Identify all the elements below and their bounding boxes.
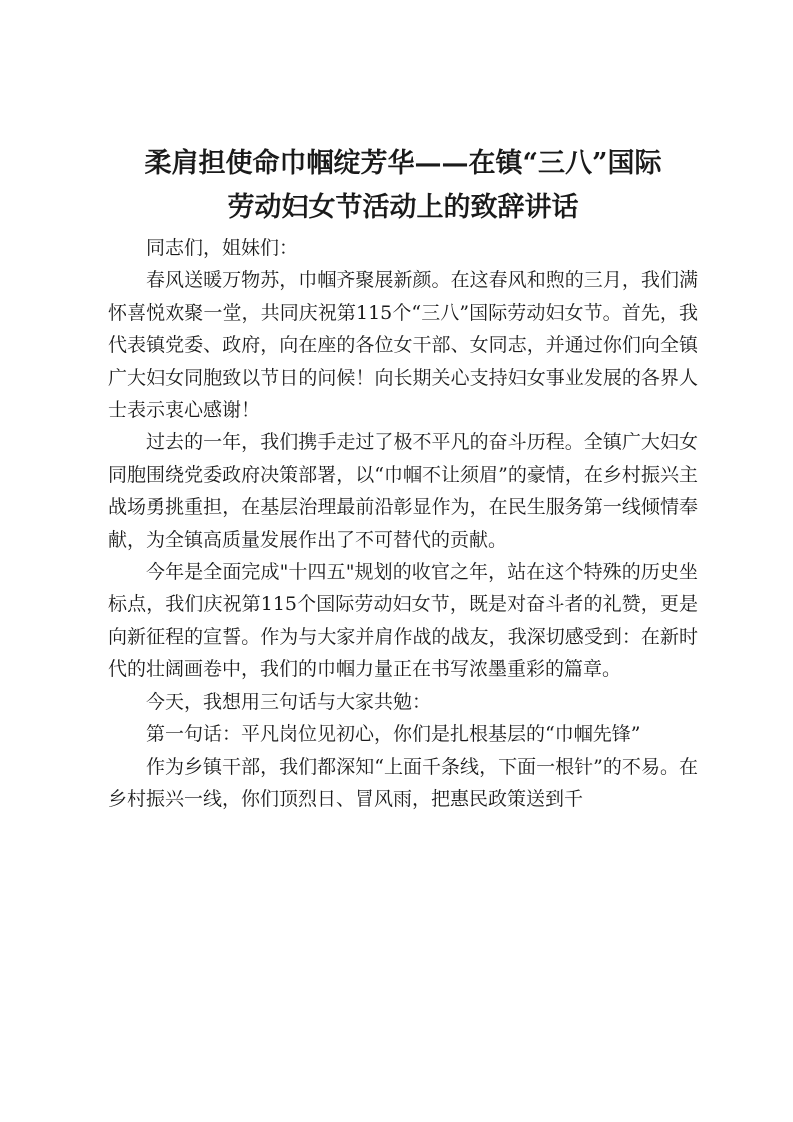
- body-paragraph: 今年是全面完成"十四五"规划的收官之年，站在这个特殊的历史坐标点，我们庆祝第115个国际劳动妇女节，既是对奋斗者的礼赞，更是向新征程的宣誓。作为与大家并肩作战的战友，我深切感受到：在新时代的壮阔画卷中，我们的巾帼力量正在书写浓墨重彩的篇章。: [108, 561, 698, 681]
- document-title: [108, 142, 698, 230]
- document-page: [108, 142, 698, 815]
- body-paragraph: 春风送暖万物苏，巾帼齐聚展新颜。在这春风和煦的三月，我们满怀喜悦欢聚一堂，共同庆祝第115个“三八”国际劳动妇女节。首先，我代表镇党委、政府，向在座的各位女干部、女同志，并通过你们向全镇广大妇女同胞致以节日的问候！向长期关心支持妇女事业发展的各界人士表示衷心感谢！: [108, 269, 698, 422]
- body-paragraph: 今天，我想用三句话与大家共勉：: [146, 690, 432, 713]
- document-body: [108, 232, 698, 815]
- body-paragraph: 过去的一年，我们携手走过了极不平凡的奋斗历程。全镇广大妇女同胞围绕党委政府决策部署，以“巾帼不让须眉”的豪情，在乡村振兴主战场勇挑重担，在基层治理最前沿彰显作为，在民生服务第一线倾情奉献，为全镇高质量发展作出了不可替代的贡献。: [108, 431, 698, 551]
- section-heading-paragraph: 第一句话：平凡岗位见初心，你们是扎根基层的“巾帼先锋”: [146, 723, 641, 746]
- title-line-1: 柔肩担使命巾帼绽芳华——在镇“三八”国际: [144, 148, 662, 179]
- body-paragraph: 作为乡镇干部，我们都深知“上面千条线，下面一根针”的不易。在乡村振兴一线，你们顶烈日、冒风雨，把惠民政策送到千: [108, 755, 698, 810]
- salutation-paragraph: 同志们，姐妹们：: [146, 237, 299, 259]
- title-line-2: 劳动妇女节活动上的致辞讲话: [227, 192, 579, 223]
